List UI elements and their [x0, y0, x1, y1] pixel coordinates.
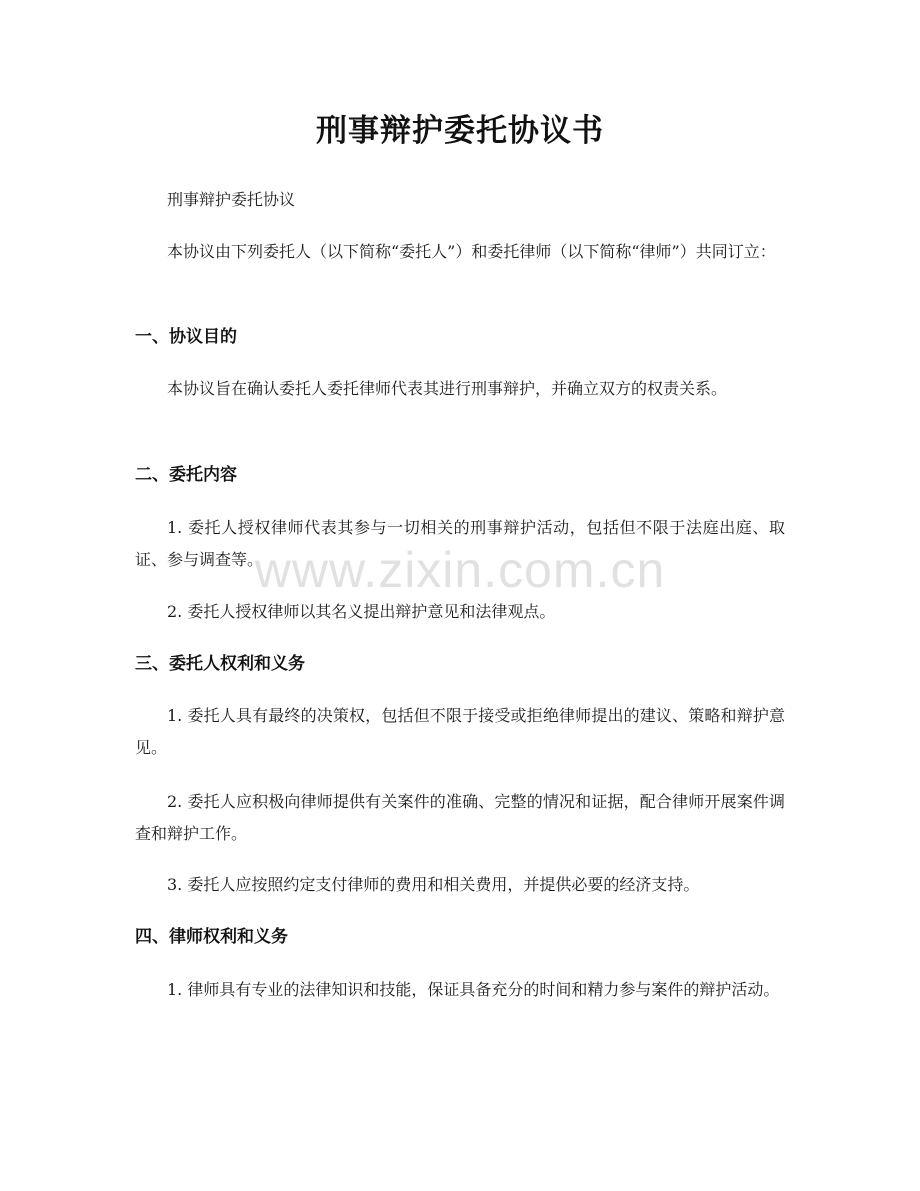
section-paragraph: 1. 律师具有专业的法律知识和技能，保证具备充分的时间和精力参与案件的辩护活动。 — [167, 980, 780, 999]
document-title: 刑事辩护委托协议书 — [316, 113, 604, 149]
section-paragraph: 2. 委托人应积极向律师提供有关案件的准确、完整的情况和证据，配合律师开展案件调查和辩护工作。 — [135, 792, 785, 843]
section-paragraph: 1. 委托人具有最终的决策权，包括但不限于接受或拒绝律师提出的建议、策略和辩护意见。 — [135, 706, 785, 757]
section-paragraph: 本协议旨在确认委托人委托律师代表其进行刑事辩护，并确立双方的权责关系。 — [167, 379, 728, 398]
preamble-paragraph: 本协议由下列委托人（以下简称“委托人”）和委托律师（以下简称“律师”）共同订立： — [167, 242, 776, 261]
section-heading-purpose: 一、协议目的 — [135, 327, 237, 347]
section-paragraph: 1. 委托人授权律师代表其参与一切相关的刑事辩护活动，包括但不限于法庭出庭、取证、参与调查等。 — [135, 518, 785, 569]
section-paragraph: 3. 委托人应按照约定支付律师的费用和相关费用，并提供必要的经济支持。 — [167, 875, 700, 894]
section-paragraph: 2. 委托人授权律师以其名义提出辩护意见和法律观点。 — [167, 602, 556, 621]
section-heading-client-rights: 三、委托人权利和义务 — [135, 654, 305, 674]
section-heading-scope: 二、委托内容 — [135, 465, 237, 485]
watermark-text: www.zixin.com.cn — [254, 542, 666, 598]
intro-paragraph: 刑事辩护委托协议 — [167, 190, 296, 209]
section-heading-lawyer-rights: 四、律师权利和义务 — [135, 927, 288, 947]
